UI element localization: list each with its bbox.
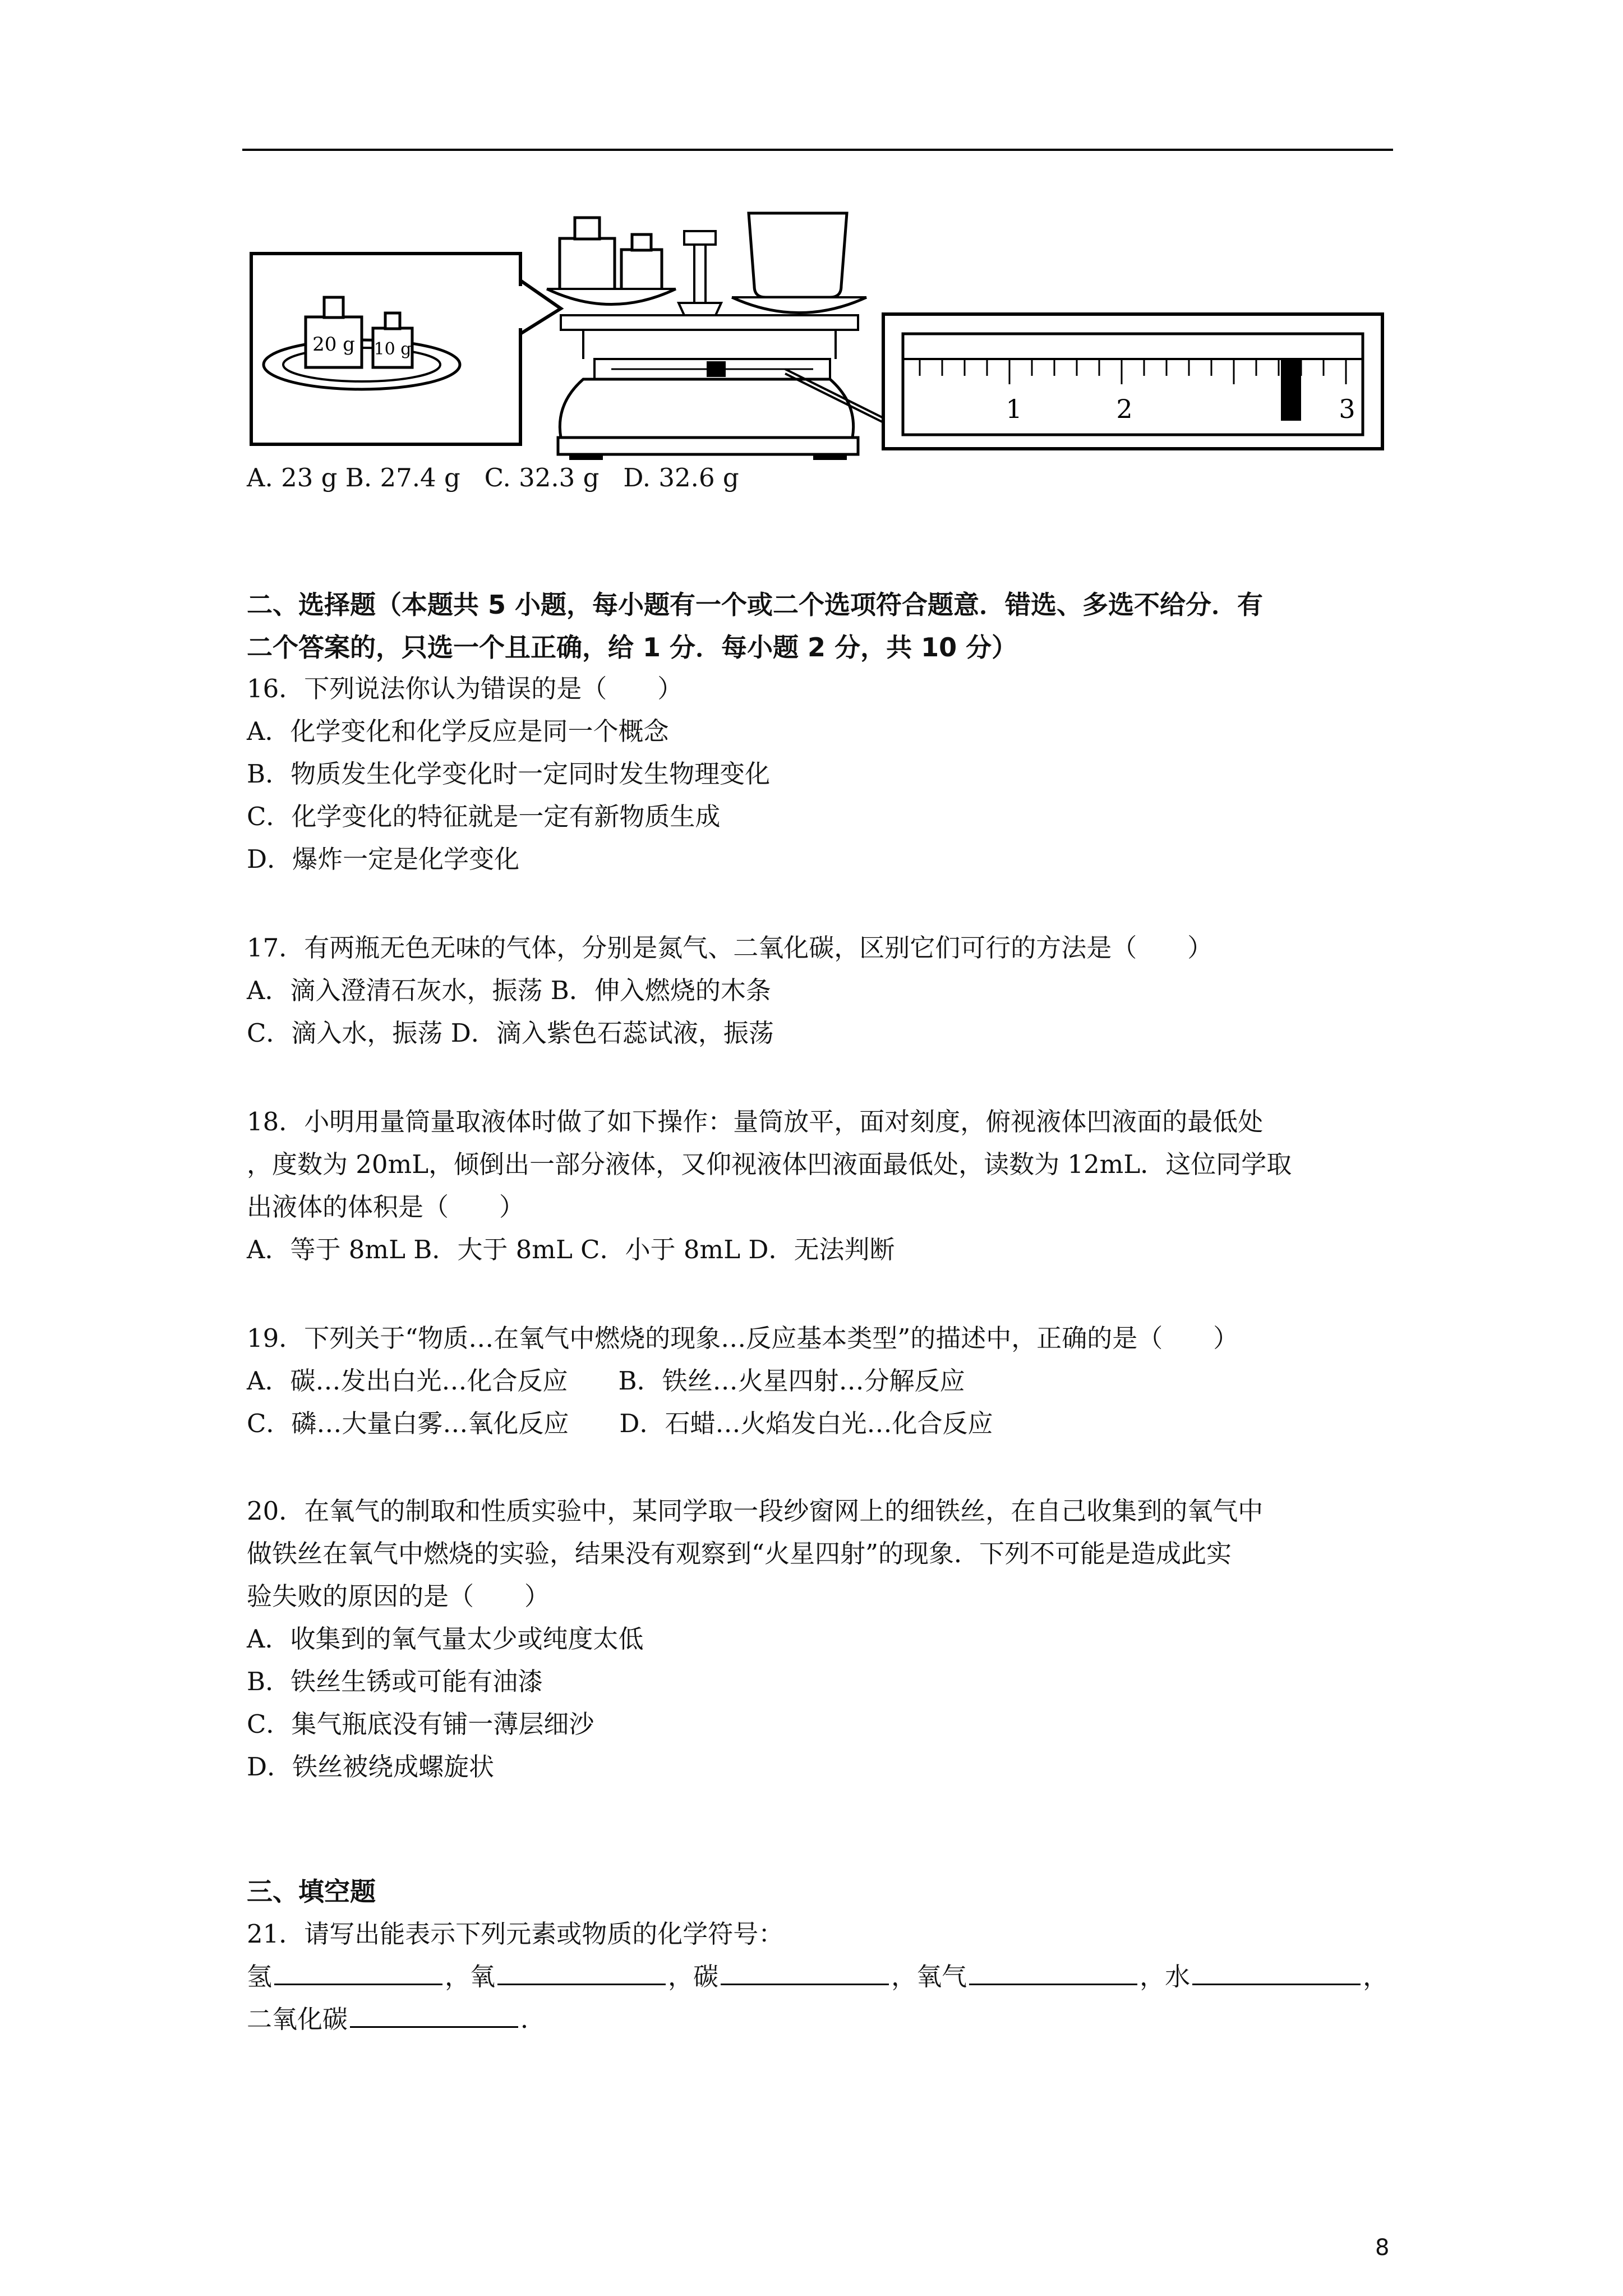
section2-heading-line2: 二个答案的，只选一个且正确，给 1 分．每小题 2 分，共 10 分） [247, 632, 1018, 662]
answer-blank-carbon[interactable] [721, 1961, 889, 1985]
q20-option-c: C．集气瓶底没有铺一薄层细沙 [247, 1709, 594, 1739]
q21-item-carbon-dioxide: 二氧化碳 [247, 2004, 348, 2034]
q19-stem: 19．下列关于“物质…在氧气中燃烧的现象…反应基本类型”的描述中，正确的是（ ） [247, 1323, 1239, 1353]
q19-option-cd: C．磷…大量白雾…氧化反应 D．石蜡…火焰发白光…化合反应 [247, 1409, 993, 1438]
q18-stem-line1: 18．小明用量筒量取液体时做了如下操作：量筒放平，面对刻度，俯视液体凹液面的最低处 [247, 1107, 1264, 1137]
q21-item-oxygen-gas: 氧气 [916, 1962, 967, 1991]
answer-blank-carbon-dioxide[interactable] [350, 2004, 518, 2028]
scale-tick-3: 3 [1339, 394, 1355, 424]
q17-option-ab: A．滴入澄清石灰水，振荡 B．伸入燃烧的木条 [247, 976, 771, 1005]
q20-stem-line2: 做铁丝在氧气中燃烧的实验，结果没有观察到“火星四射”的现象．下列不可能是造成此实 [247, 1539, 1232, 1568]
q20-option-b: B．铁丝生锈或可能有油漆 [247, 1667, 543, 1696]
q18-stem-line3: 出液体的体积是（ ） [247, 1192, 525, 1222]
answer-blank-hydrogen[interactable] [274, 1961, 442, 1985]
q15-options: A. 23 g B. 27.4 g C. 32.3 g D. 32.6 g [247, 463, 739, 493]
answer-blank-oxygen-element[interactable] [497, 1961, 666, 1985]
scale-tick-2: 2 [1116, 394, 1133, 424]
answer-blank-water[interactable] [1192, 1961, 1361, 1985]
q16-option-a: A．化学变化和化学反应是同一个概念 [247, 716, 669, 746]
scale-tick-1: 1 [1006, 394, 1022, 424]
q21-item-carbon: 碳 [693, 1962, 719, 1991]
q18-stem-line2: ，度数为 20mL，倾倒出一部分液体，又仰视液体凹液面最低处，读数为 12mL．这位同学取 [247, 1149, 1292, 1179]
weight-label-10g: 10 g [374, 339, 412, 359]
rider-scale-inset [883, 314, 1382, 449]
q21-item-hydrogen: 氢 [247, 1962, 273, 1991]
q17-stem: 17．有两瓶无色无味的气体，分别是氮气、二氧化碳，区别它们可行的方法是（ ） [247, 933, 1213, 963]
q16-option-d: D．爆炸一定是化学变化 [247, 844, 520, 874]
header-rule [242, 149, 1393, 151]
q21-stem: 21．请写出能表示下列元素或物质的化学符号： [247, 1919, 784, 1949]
q20-option-a: A．收集到的氧气量太少或纯度太低 [247, 1624, 644, 1654]
weight-label-20g: 20 g [312, 333, 355, 356]
answer-blank-oxygen-gas[interactable] [969, 1961, 1137, 1985]
q16-option-c: C．化学变化的特征就是一定有新物质生成 [247, 802, 721, 831]
q20-stem-line1: 20．在氧气的制取和性质实验中，某同学取一段纱窗网上的细铁丝，在自己收集到的氧气中 [247, 1496, 1264, 1526]
section3-heading: 三、填空题 [247, 1876, 376, 1907]
q20-stem-line3: 验失败的原因的是（ ） [247, 1581, 550, 1611]
q21-fill-row2: 二氧化碳 ． [247, 2004, 546, 2034]
q20-option-d: D．铁丝被绕成螺旋状 [247, 1752, 495, 1782]
q18-options: A．等于 8mL B．大于 8mL C．小于 8mL D．无法判断 [247, 1235, 895, 1264]
q21-item-oxygen-element: 氧 [470, 1962, 496, 1991]
page-number: 8 [1375, 2235, 1390, 2261]
q16-option-b: B．物质发生化学变化时一定同时发生物理变化 [247, 759, 771, 789]
q16-stem: 16．下列说法你认为错误的是（ ） [247, 674, 683, 703]
q21-fill-row1: 氢 ，氧 ，碳 ，氧气 ，水 ， [247, 1962, 1389, 1991]
section2-heading-line1: 二、选择题（本题共 5 小题，每小题有一个或二个选项符合题意．错选、多选不给分．有 [247, 590, 1264, 620]
q21-item-water: 水 [1165, 1962, 1191, 1991]
weights-inset [251, 254, 561, 444]
balance [547, 213, 883, 460]
balance-figure [247, 191, 1391, 460]
q17-option-cd: C．滴入水，振荡 D．滴入紫色石蕊试液，振荡 [247, 1018, 774, 1048]
q19-option-ab: A．碳…发出白光…化合反应 B．铁丝…火星四射…分解反应 [247, 1366, 965, 1396]
